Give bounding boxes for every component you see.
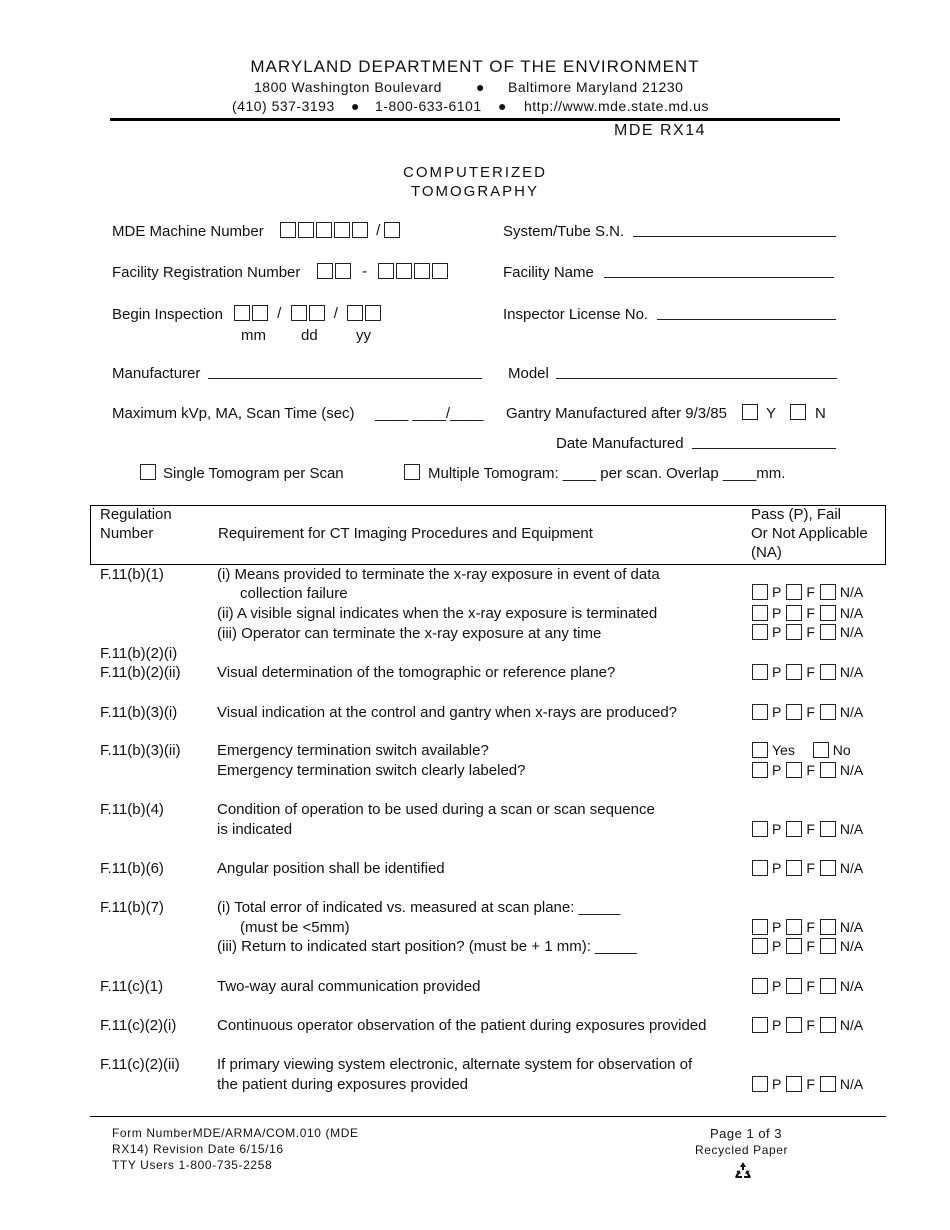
pass-checkbox[interactable] bbox=[752, 978, 768, 994]
fail-checkbox[interactable] bbox=[786, 1076, 802, 1092]
fail-checkbox[interactable] bbox=[786, 978, 802, 994]
pass-label: P bbox=[772, 860, 782, 876]
pass-fail-group bbox=[751, 704, 867, 720]
dd-label: dd bbox=[301, 327, 318, 344]
pass-checkbox[interactable] bbox=[752, 664, 768, 680]
reg-number: F.11(b)(4) bbox=[100, 801, 164, 818]
fail-label: F bbox=[806, 762, 815, 778]
pass-checkbox[interactable] bbox=[752, 624, 768, 640]
pass-fail-group bbox=[751, 762, 867, 778]
max-kvp-blanks[interactable]: ____ ____/____ bbox=[375, 405, 484, 422]
fail-label: F bbox=[806, 821, 815, 837]
website: http://www.mde.state.md.us bbox=[524, 98, 709, 114]
pass-fail-group bbox=[751, 584, 867, 600]
requirement-text: (i) Means provided to terminate the x-ray exposure in event of data bbox=[217, 566, 660, 583]
gantry-yes-label: Y bbox=[766, 405, 777, 422]
na-checkbox[interactable] bbox=[820, 938, 836, 954]
requirement-text: is indicated bbox=[217, 821, 293, 838]
fail-label: F bbox=[806, 1017, 815, 1033]
na-label: N/A bbox=[839, 704, 864, 720]
fail-label: F bbox=[806, 978, 815, 994]
pass-label: P bbox=[772, 704, 782, 720]
bullet: ● bbox=[498, 98, 507, 114]
fail-label: F bbox=[806, 1076, 815, 1092]
date-manufactured-field[interactable] bbox=[692, 435, 836, 449]
na-checkbox[interactable] bbox=[820, 624, 836, 640]
requirement-text: collection failure bbox=[240, 585, 348, 602]
max-kvp-label: Maximum kVp, MA, Scan Time (sec) bbox=[112, 405, 355, 422]
begin-inspection-label: Begin Inspection bbox=[112, 306, 223, 323]
yes-no-group: Yes No bbox=[751, 742, 855, 758]
page-number: Page 1 of 3 bbox=[710, 1126, 782, 1141]
pass-checkbox[interactable] bbox=[752, 821, 768, 837]
requirement-text: Visual indication at the control and gantry when x-rays are produced? bbox=[217, 704, 677, 721]
requirement-text: Emergency termination switch clearly labeled? bbox=[217, 762, 526, 779]
fail-checkbox[interactable] bbox=[786, 1017, 802, 1033]
na-label: N/A bbox=[839, 605, 864, 621]
requirement-text: (iii) Operator can terminate the x-ray exposure at any time bbox=[217, 625, 602, 642]
na-checkbox[interactable] bbox=[820, 860, 836, 876]
requirement-text: (ii) A visible signal indicates when the x-ray exposure is terminated bbox=[217, 605, 658, 622]
model-field[interactable] bbox=[556, 365, 837, 379]
na-label: N/A bbox=[839, 664, 864, 680]
fail-checkbox[interactable] bbox=[786, 605, 802, 621]
form-code: MDE RX14 bbox=[614, 122, 707, 139]
requirement-text: Two-way aural communication provided bbox=[217, 978, 481, 995]
inspector-license-label: Inspector License No. bbox=[503, 306, 649, 323]
fail-label: F bbox=[806, 605, 815, 621]
mm-label: mm bbox=[241, 327, 266, 344]
fail-checkbox[interactable] bbox=[786, 860, 802, 876]
yy-label: yy bbox=[356, 327, 371, 344]
requirement-text: Emergency termination switch available? bbox=[217, 742, 489, 759]
col-requirement: Requirement for CT Imaging Procedures and Equipment bbox=[218, 525, 593, 542]
pass-fail-group bbox=[751, 1076, 867, 1092]
na-label: N/A bbox=[839, 1076, 864, 1092]
pass-fail-group bbox=[751, 978, 867, 994]
pass-checkbox[interactable] bbox=[752, 938, 768, 954]
inspector-license-field[interactable] bbox=[657, 306, 836, 320]
form-number: Form NumberMDE/ARMA/COM.010 (MDE bbox=[112, 1126, 359, 1140]
pass-checkbox[interactable] bbox=[752, 860, 768, 876]
pass-fail-group bbox=[751, 860, 867, 876]
requirement-text: (iii) Return to indicated start position? (must be + 1 mm): _____ bbox=[217, 938, 637, 955]
pass-fail-group bbox=[751, 1017, 867, 1033]
na-label: N/A bbox=[839, 919, 864, 935]
fail-checkbox[interactable] bbox=[786, 919, 802, 935]
pass-checkbox[interactable] bbox=[752, 762, 768, 778]
gantry-no-checkbox[interactable] bbox=[789, 404, 807, 421]
system-tube-sn-label: System/Tube S.N. bbox=[503, 223, 625, 240]
fail-checkbox[interactable] bbox=[786, 624, 802, 640]
footer-rule bbox=[90, 1116, 886, 1117]
gantry-label: Gantry Manufactured after 9/3/85 bbox=[506, 405, 727, 422]
fail-label: F bbox=[806, 919, 815, 935]
reg-number: F.11(b)(6) bbox=[100, 860, 164, 877]
pass-label: P bbox=[772, 664, 782, 680]
na-checkbox[interactable] bbox=[820, 584, 836, 600]
pass-fail-group bbox=[751, 938, 867, 954]
facility-name-field[interactable] bbox=[604, 264, 834, 278]
pass-fail-group bbox=[751, 919, 867, 935]
facility-reg-label: Facility Registration Number bbox=[112, 264, 301, 281]
street-address: 1800 Washington Boulevard bbox=[254, 79, 442, 95]
agency-name: MARYLAND DEPARTMENT OF THE ENVIRONMENT bbox=[250, 57, 700, 76]
fail-checkbox[interactable] bbox=[786, 664, 802, 680]
model-label: Model bbox=[508, 365, 549, 382]
requirement-text: Angular position shall be identified bbox=[217, 860, 445, 877]
reg-number: F.11(b)(3)(ii) bbox=[100, 742, 181, 759]
na-checkbox[interactable] bbox=[820, 704, 836, 720]
machine-number-boxes[interactable]: / bbox=[279, 222, 401, 239]
na-checkbox[interactable] bbox=[820, 762, 836, 778]
reg-number: F.11(c)(1) bbox=[100, 978, 164, 995]
na-checkbox[interactable] bbox=[820, 919, 836, 935]
na-label: N/A bbox=[839, 978, 864, 994]
requirement-text: If primary viewing system electronic, alternate system for observation of bbox=[217, 1056, 693, 1073]
header-rule bbox=[110, 118, 840, 121]
title-line2: TOMOGRAPHY bbox=[410, 183, 540, 200]
col-regulation-line1: Regulation bbox=[100, 506, 172, 523]
requirement-text: (must be <5mm) bbox=[240, 919, 350, 936]
fail-checkbox[interactable] bbox=[786, 821, 802, 837]
reg-number: F.11(b)(2)(i) bbox=[100, 645, 178, 662]
pass-fail-group bbox=[751, 624, 867, 640]
gantry-no-label: N bbox=[815, 405, 826, 422]
fail-checkbox[interactable] bbox=[786, 762, 802, 778]
yes-checkbox[interactable] bbox=[752, 742, 768, 758]
pass-label: P bbox=[772, 821, 782, 837]
reg-number: F.11(b)(2)(ii) bbox=[100, 664, 181, 681]
pass-label: P bbox=[772, 1076, 782, 1092]
fail-label: F bbox=[806, 704, 815, 720]
fail-label: F bbox=[806, 624, 815, 640]
pass-fail-group bbox=[751, 605, 867, 621]
na-checkbox[interactable] bbox=[820, 821, 836, 837]
single-tomogram-label: Single Tomogram per Scan bbox=[163, 465, 344, 482]
pass-label: P bbox=[772, 605, 782, 621]
manufacturer-field[interactable] bbox=[208, 365, 482, 379]
reg-number: F.11(b)(1) bbox=[100, 566, 164, 583]
pass-label: P bbox=[772, 624, 782, 640]
pass-label: P bbox=[772, 762, 782, 778]
requirement-text: (i) Total error of indicated vs. measured at scan plane: _____ bbox=[217, 899, 621, 916]
fail-label: F bbox=[806, 664, 815, 680]
pass-label: P bbox=[772, 978, 782, 994]
machine-number-label: MDE Machine Number bbox=[112, 223, 264, 240]
gantry-yes-checkbox[interactable] bbox=[741, 404, 759, 421]
na-checkbox[interactable] bbox=[820, 605, 836, 621]
bullet: ● bbox=[476, 79, 485, 95]
facility-reg-boxes[interactable]: - bbox=[316, 263, 449, 280]
phone-tollfree: 1-800-633-6101 bbox=[375, 98, 482, 114]
fail-label: F bbox=[806, 584, 815, 600]
pass-checkbox[interactable] bbox=[752, 919, 768, 935]
date-manufactured-label: Date Manufactured bbox=[556, 435, 684, 452]
tty-number: TTY Users 1-800-735-2258 bbox=[112, 1158, 273, 1172]
pass-checkbox[interactable] bbox=[752, 704, 768, 720]
reg-number: F.11(c)(2)(i) bbox=[100, 1017, 177, 1034]
pass-label: P bbox=[772, 938, 782, 954]
na-label: N/A bbox=[839, 762, 864, 778]
multiple-tomogram-label: Multiple Tomogram: ____ per scan. Overlap ____mm. bbox=[428, 465, 786, 482]
recycled-paper: Recycled Paper bbox=[695, 1143, 789, 1157]
pass-fail-group bbox=[751, 821, 867, 837]
recycle-icon bbox=[731, 1159, 755, 1187]
na-checkbox[interactable] bbox=[820, 1017, 836, 1033]
pass-checkbox[interactable] bbox=[752, 1017, 768, 1033]
requirement-text: Visual determination of the tomographic or reference plane? bbox=[217, 664, 616, 681]
na-label: N/A bbox=[839, 1017, 864, 1033]
pass-checkbox[interactable] bbox=[752, 1076, 768, 1092]
pass-label: P bbox=[772, 584, 782, 600]
title-line1: COMPUTERIZED bbox=[403, 164, 547, 181]
col-pass-fail-line3: (NA) bbox=[751, 544, 782, 561]
requirement-text: Condition of operation to be used during a scan or scan sequence bbox=[217, 801, 655, 818]
begin-inspection-boxes[interactable]: / / bbox=[233, 305, 382, 322]
bullet: ● bbox=[351, 98, 360, 114]
pass-fail-group bbox=[751, 664, 867, 680]
col-pass-fail-line2: Or Not Applicable bbox=[751, 525, 868, 542]
reg-number: F.11(b)(7) bbox=[100, 899, 164, 916]
reg-number: F.11(c)(2)(ii) bbox=[100, 1056, 180, 1073]
single-tomogram-checkbox[interactable] bbox=[139, 464, 157, 481]
fail-label: F bbox=[806, 860, 815, 876]
fail-label: F bbox=[806, 938, 815, 954]
pass-checkbox[interactable] bbox=[752, 605, 768, 621]
phone-local: (410) 537-3193 bbox=[232, 98, 335, 114]
na-checkbox[interactable] bbox=[820, 664, 836, 680]
fail-checkbox[interactable] bbox=[786, 704, 802, 720]
multiple-tomogram-checkbox[interactable] bbox=[403, 464, 421, 481]
fail-checkbox[interactable] bbox=[786, 584, 802, 600]
pass-label: P bbox=[772, 919, 782, 935]
facility-name-label: Facility Name bbox=[503, 264, 594, 281]
na-label: N/A bbox=[839, 584, 864, 600]
na-checkbox[interactable] bbox=[820, 1076, 836, 1092]
na-label: N/A bbox=[839, 860, 864, 876]
system-tube-sn-field[interactable] bbox=[633, 223, 836, 237]
manufacturer-label: Manufacturer bbox=[112, 365, 201, 382]
fail-checkbox[interactable] bbox=[786, 938, 802, 954]
na-label: N/A bbox=[839, 938, 864, 954]
no-checkbox[interactable] bbox=[813, 742, 829, 758]
col-regulation-line2: Number bbox=[100, 525, 154, 542]
reg-number: F.11(b)(3)(i) bbox=[100, 704, 178, 721]
city-address: Baltimore Maryland 21230 bbox=[508, 79, 684, 95]
na-label: N/A bbox=[839, 821, 864, 837]
na-label: N/A bbox=[839, 624, 864, 640]
col-pass-fail-line1: Pass (P), Fail bbox=[751, 506, 842, 523]
requirement-text: Continuous operator observation of the patient during exposures provided bbox=[217, 1017, 707, 1034]
revision-date: RX14) Revision Date 6/15/16 bbox=[112, 1142, 284, 1156]
pass-label: P bbox=[772, 1017, 782, 1033]
pass-checkbox[interactable] bbox=[752, 584, 768, 600]
requirement-text: the patient during exposures provided bbox=[217, 1076, 469, 1093]
na-checkbox[interactable] bbox=[820, 978, 836, 994]
